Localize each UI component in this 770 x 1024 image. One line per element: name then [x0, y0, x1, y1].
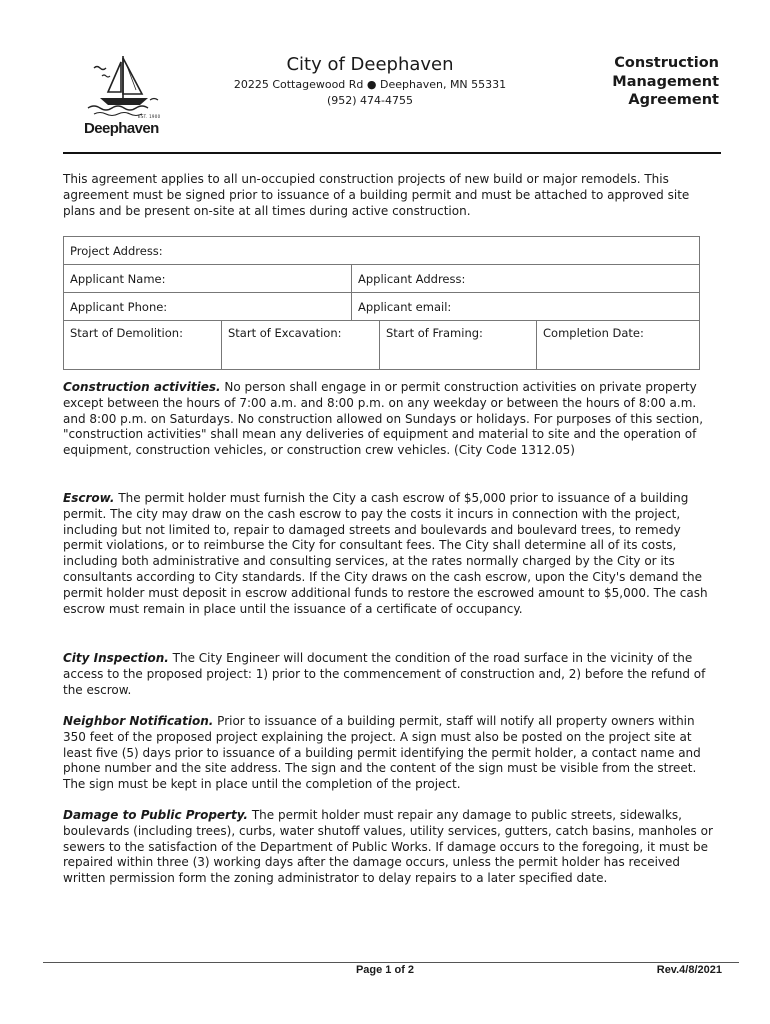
applicant-email-field[interactable]	[352, 293, 700, 321]
field-label: Applicant Address:	[358, 271, 466, 286]
start-demolition-field[interactable]	[64, 321, 222, 370]
header-divider	[63, 152, 721, 154]
applicant-name-field[interactable]	[64, 265, 352, 293]
section-heading: Damage to Public Property.	[63, 808, 248, 822]
section-heading: Neighbor Notification.	[63, 714, 214, 728]
applicant-phone-field[interactable]	[64, 293, 352, 321]
title-line: Management	[612, 73, 719, 90]
document-title	[612, 54, 719, 110]
revision-date: Rev.4/8/2021	[656, 964, 722, 976]
section-heading: City Inspection.	[63, 651, 169, 665]
project-address-field[interactable]	[64, 237, 700, 265]
field-label: Start of Excavation:	[228, 326, 342, 340]
section-body: The permit holder must furnish the City a cash escrow of $5,000 prior to issuance of a building permit. The city may draw on the cash escrow to pay the costs it incurs in connection with the project, including but not limited to, repair to damaged streets and boulevards and boulevard trees, to remedy permit violations, or to reimburse the City for consultant fees. The City shall determine all of its costs, including both administrative and consulting services, at the rates normally charged by the City or its consultants according to City standards. If the City draws on the cash escrow, upon the City's demand the permit holder must deposit in escrow additional funds to restore the escrowed amount to $5,000. The cash escrow must remain in place until the issuance of a certificate of occupancy.	[63, 491, 708, 616]
field-label: Applicant Phone:	[70, 299, 168, 314]
title-line: Construction	[614, 55, 719, 71]
logo-est-text: EST. 1900	[138, 114, 161, 119]
city-logo	[80, 50, 164, 142]
intro-paragraph: This agreement applies to all un-occupied construction projects of new build or major remodels. This agreement must be signed prior to issuance of a building permit and must be attached to approved site plans and be present on-site at all times during active construction.	[63, 172, 690, 218]
field-label: Applicant Name:	[70, 271, 166, 286]
section-neighbor-notification	[63, 714, 719, 793]
applicant-address-field[interactable]	[352, 265, 700, 293]
letterhead	[170, 54, 570, 108]
city-name: City of Deephaven	[286, 54, 454, 75]
section-body: Prior to issuance of a building permit, staff will notify all property owners within 350 feet of the proposed project explaining the project. A sign must also be posted on the project site at least five (5) days prior to issuance of a building permit identifying the permit holder, a contact name and phone number and the site address. The sign and the content of the sign must be visible from the street. The sign must be kept in place until the completion of the project.	[63, 714, 701, 792]
project-info-form	[63, 236, 700, 370]
completion-date-field[interactable]	[537, 321, 700, 370]
start-framing-field[interactable]	[380, 321, 537, 370]
sailboat-logo-icon	[80, 50, 164, 120]
section-body: The permit holder must repair any damage to public streets, sidewalks, boulevards (including trees), curbs, water shutoff values, utility services, gutters, catch basins, manholes or sewers to the satisfaction of the Department of Public Works. If damage occurs to the foregoing, it must be repaired within three (3) working days after the damage occurs, unless the permit holder has received written permission form the zoning administrator to delay repairs to a later specified date.	[63, 808, 713, 886]
field-label: Project Address:	[70, 243, 163, 258]
footer-divider	[43, 962, 739, 963]
field-label: Applicant email:	[358, 299, 452, 314]
section-escrow	[63, 491, 719, 617]
section-body: No person shall engage in or permit construction activities on private property except between the hours of 7:00 a.m. and 8:00 p.m. on any weekday or between the hours of 8:00 a.m. and 8:00 p.m. on Saturdays. No construction allowed on Sundays or holidays. For purposes of this section, "construction activities" shall mean any deliveries of equipment and material to site and the operation of equipment, construction vehicles, or construction crew vehicles. (City Code 1312.05)	[63, 380, 704, 458]
section-heading: Escrow.	[63, 491, 115, 505]
section-heading: Construction activities.	[63, 380, 221, 394]
section-damage-public-property	[63, 808, 719, 887]
field-label: Start of Framing:	[386, 326, 483, 340]
city-address: 20225 Cottagewood Rd ● Deephaven, MN 55331	[233, 78, 507, 91]
city-phone: (952) 474-4755	[326, 94, 414, 107]
section-city-inspection	[63, 651, 719, 698]
start-excavation-field[interactable]	[222, 321, 380, 370]
page-number: Page 1 of 2	[355, 964, 415, 976]
section-body: The City Engineer will document the condition of the road surface in the vicinity of the access to the proposed project: 1) prior to the commencement of construction and, 2) before the refund of the escrow.	[63, 651, 706, 697]
field-label: Start of Demolition:	[70, 326, 183, 340]
title-line: Agreement	[628, 92, 719, 108]
logo-name: Deephaven	[84, 120, 159, 137]
field-label: Completion Date:	[543, 326, 644, 340]
section-construction-activities	[63, 380, 719, 459]
